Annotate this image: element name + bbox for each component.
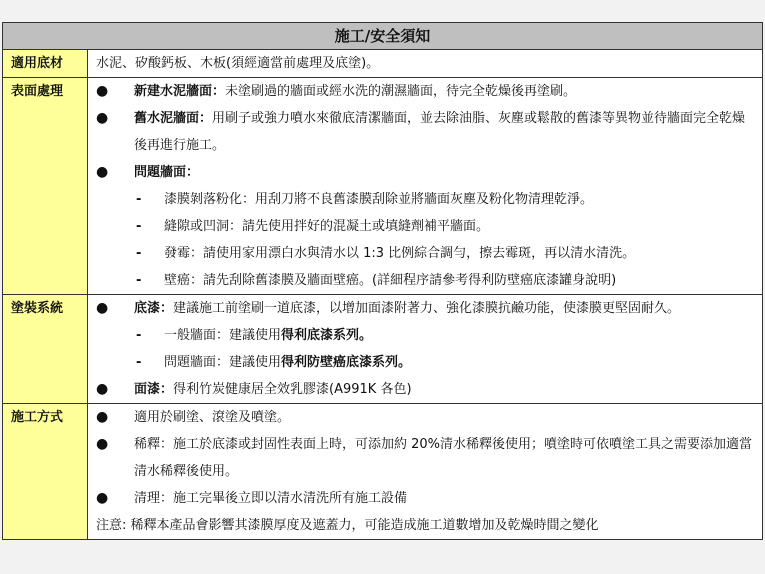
surface-label: 表面處理 <box>3 78 88 295</box>
system-row <box>3 295 763 404</box>
method-item-application: 適用於刷塗、滾塗及噴塗。 <box>134 410 291 425</box>
method-row <box>3 404 763 540</box>
dash-icon: - <box>136 328 142 343</box>
list-item <box>96 349 756 376</box>
bullet-icon: ● <box>96 300 109 316</box>
problem-wall-title: 問題牆面： <box>134 165 200 180</box>
list-item <box>96 485 756 512</box>
topcoat-title: 面漆： <box>134 382 174 397</box>
new-cement-title: 新建水泥牆面： <box>134 84 226 99</box>
list-item <box>96 431 756 485</box>
dash-icon: - <box>136 273 142 288</box>
list-item <box>96 213 756 240</box>
method-label: 施工方式 <box>3 404 88 540</box>
list-item <box>96 159 756 186</box>
bullet-icon: ● <box>96 83 109 99</box>
list-item <box>96 240 756 267</box>
topcoat-text: 得利竹炭健康居全效乳膠漆(A991K 各色) <box>173 382 412 397</box>
method-item-dilution: 稀釋：施工於底漆或封固性表面上時，可添加約 20%清水稀釋後使用；噴塗時可依噴塗工具之需要添加適當清水稀釋後使用。 <box>134 437 753 479</box>
bullet-icon: ● <box>96 381 109 397</box>
dash-icon: - <box>136 219 142 234</box>
method-note: 注意: 稀釋本產品會影響其漆膜厚度及遮蓋力，可能造成施工道數增加及乾燥時間之變化 <box>96 518 599 533</box>
general-wall-product: 得利底漆系列。 <box>281 328 373 343</box>
list-item <box>96 404 756 431</box>
method-content <box>88 404 763 540</box>
primer-text: 建議施工前塗刷一道底漆，以增加面漆附著力、強化漆膜抗鹼功能，使漆膜更堅固耐久。 <box>173 301 681 316</box>
general-wall-prefix: 一般牆面：建議使用 <box>164 328 282 343</box>
old-cement-text: 用刷子或強力噴水來徹底清潔牆面，並去除油脂、灰塵或鬆散的舊漆等異物並待牆面完全乾燥後再進行施工。 <box>134 111 746 153</box>
surface-row <box>3 78 763 295</box>
substrate-label: 適用底材 <box>3 50 88 78</box>
bullet-icon: ● <box>96 490 109 506</box>
list-item <box>96 186 756 213</box>
method-item-cleanup: 清理：施工完畢後立即以清水清洗所有施工設備 <box>134 491 408 506</box>
problem-item-efflorescence: 壁癌：請先刮除舊漆膜及牆面壁癌。(詳細程序請參考得利防壁癌底漆罐身說明) <box>164 273 617 288</box>
old-cement-title: 舊水泥牆面： <box>134 111 213 126</box>
problem-wall-product: 得利防壁癌底漆系列。 <box>281 355 412 370</box>
problem-item-cracks: 縫隙或凹洞：請先使用拌好的混凝土或填縫劑補平牆面。 <box>164 219 490 234</box>
safety-notice-table <box>2 22 763 540</box>
problem-item-mold: 發霉：請使用家用漂白水與清水以 1:3 比例綜合調勻，擦去霉斑，再以清水清洗。 <box>164 246 636 261</box>
bullet-icon: ● <box>96 436 109 452</box>
bullet-icon: ● <box>96 409 109 425</box>
primer-title: 底漆： <box>134 301 174 316</box>
dash-icon: - <box>136 192 142 207</box>
list-item <box>96 267 756 294</box>
substrate-row <box>3 50 763 78</box>
title-row <box>3 23 763 50</box>
list-item <box>96 376 756 403</box>
table-title: 施工/安全須知 <box>3 23 763 50</box>
new-cement-text: 未塗刷過的牆面或經水洗的潮濕牆面，待完全乾燥後再塗刷。 <box>225 84 577 99</box>
system-label: 塗裝系統 <box>3 295 88 404</box>
list-item <box>96 322 756 349</box>
list-item <box>96 105 756 159</box>
dash-icon: - <box>136 355 142 370</box>
dash-icon: - <box>136 246 142 261</box>
substrate-text: 水泥、矽酸鈣板、木板(須經適當前處理及底塗)。 <box>88 50 763 78</box>
bullet-icon: ● <box>96 164 109 180</box>
list-item <box>96 295 756 322</box>
problem-item-peeling: 漆膜剝落粉化：用刮刀將不良舊漆膜刮除並將牆面灰塵及粉化物清理乾淨。 <box>164 192 594 207</box>
bullet-icon: ● <box>96 110 109 126</box>
surface-content <box>88 78 763 295</box>
system-content <box>88 295 763 404</box>
problem-wall-prefix: 問題牆面：建議使用 <box>164 355 282 370</box>
list-item <box>96 78 756 105</box>
